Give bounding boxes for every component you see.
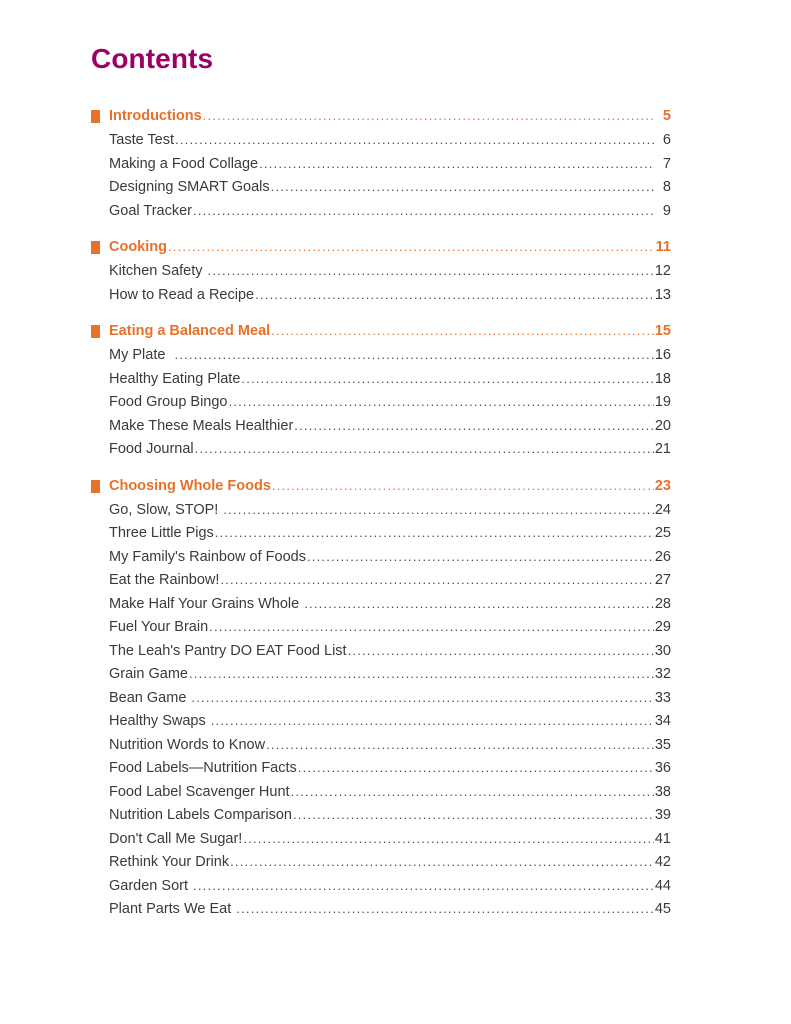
toc-entry-label: Three Little Pigs bbox=[109, 525, 214, 541]
toc-entry-label: Eat the Rainbow! bbox=[109, 572, 220, 588]
toc-entry-page-number: 21 bbox=[654, 441, 671, 457]
toc-entry-page-number: 30 bbox=[654, 642, 671, 659]
toc-entry[interactable] bbox=[91, 829, 671, 853]
toc-section-label: Cooking bbox=[109, 239, 167, 255]
toc-entry-label: Rethink Your Drink bbox=[109, 854, 230, 870]
toc-entry[interactable] bbox=[91, 392, 671, 416]
toc-section-label: Eating a Balanced Meal bbox=[109, 323, 271, 339]
toc-entry-page-number: 25 bbox=[654, 525, 671, 541]
dot-leader bbox=[189, 664, 654, 678]
dot-leader bbox=[259, 154, 654, 168]
dot-leader bbox=[272, 476, 654, 490]
dot-leader bbox=[191, 688, 653, 702]
toc-entry-label: Make Half Your Grains Whole bbox=[109, 595, 304, 612]
dot-leader bbox=[229, 392, 654, 406]
toc-entry-page-number: 39 bbox=[654, 807, 671, 823]
dot-leader bbox=[291, 782, 654, 796]
dot-leader bbox=[241, 369, 653, 383]
toc-entry[interactable] bbox=[91, 594, 671, 618]
toc-entry-label: Go, Slow, STOP! bbox=[109, 501, 223, 518]
toc-entry[interactable] bbox=[91, 177, 671, 201]
toc-section-page-number: 5 bbox=[662, 108, 671, 124]
toc-entry[interactable] bbox=[91, 852, 671, 876]
square-bullet-icon bbox=[91, 241, 100, 254]
toc-entry-page-number: 29 bbox=[654, 619, 671, 635]
table-of-contents bbox=[91, 106, 671, 923]
dot-leader bbox=[175, 130, 654, 144]
toc-entry-page-number: 38 bbox=[654, 783, 671, 800]
toc-entry-page-number: 36 bbox=[654, 760, 671, 776]
toc-entry-page-number: 28 bbox=[654, 595, 671, 612]
toc-entry-page-number: 41 bbox=[654, 830, 671, 847]
toc-entry-page-number: 42 bbox=[654, 854, 671, 870]
toc-entry-page-number: 34 bbox=[654, 713, 671, 729]
toc-section bbox=[91, 237, 671, 308]
toc-entry[interactable] bbox=[91, 523, 671, 547]
toc-entry[interactable] bbox=[91, 500, 671, 524]
toc-section bbox=[91, 106, 671, 224]
toc-entry-label: Making a Food Collage bbox=[109, 155, 259, 172]
dot-leader bbox=[294, 416, 654, 430]
toc-entry-label: My Plate bbox=[109, 347, 174, 363]
dot-leader bbox=[255, 285, 654, 299]
dot-leader bbox=[271, 321, 654, 335]
toc-entry-label: Healthy Swaps bbox=[109, 713, 210, 729]
toc-entry[interactable] bbox=[91, 876, 671, 900]
dot-leader bbox=[168, 237, 654, 251]
toc-entry-label: How to Read a Recipe bbox=[109, 286, 255, 303]
toc-section-page-number: 11 bbox=[655, 239, 671, 255]
toc-entry-label: My Family's Rainbow of Foods bbox=[109, 548, 306, 565]
toc-entry-label: Bean Game bbox=[109, 689, 191, 706]
toc-section-heading[interactable] bbox=[91, 106, 671, 130]
square-bullet-icon bbox=[91, 480, 100, 493]
toc-entry-page-number: 8 bbox=[662, 179, 671, 195]
toc-entry-page-number: 27 bbox=[654, 572, 671, 588]
toc-entry-label: Plant Parts We Eat bbox=[109, 901, 236, 917]
toc-entry[interactable] bbox=[91, 154, 671, 178]
toc-entry-label: Fuel Your Brain bbox=[109, 619, 209, 635]
dot-leader bbox=[223, 500, 654, 514]
dot-leader bbox=[348, 641, 654, 655]
toc-entry-label: Grain Game bbox=[109, 666, 188, 682]
dot-leader bbox=[193, 201, 654, 215]
toc-entry[interactable] bbox=[91, 201, 671, 225]
toc-entry-page-number: 20 bbox=[654, 417, 671, 434]
toc-entry-label: Healthy Eating Plate bbox=[109, 370, 241, 387]
toc-entry-page-number: 45 bbox=[654, 901, 671, 917]
dot-leader bbox=[195, 439, 654, 453]
toc-section bbox=[91, 321, 671, 463]
toc-entry[interactable] bbox=[91, 641, 671, 665]
toc-entry[interactable] bbox=[91, 345, 671, 369]
toc-entry-page-number: 33 bbox=[654, 689, 671, 706]
square-bullet-icon bbox=[91, 325, 100, 338]
toc-entry[interactable] bbox=[91, 547, 671, 571]
dot-leader bbox=[230, 852, 654, 866]
toc-entry-page-number: 7 bbox=[662, 155, 671, 172]
toc-entry-label: Food Group Bingo bbox=[109, 394, 228, 410]
toc-entry[interactable] bbox=[91, 711, 671, 735]
toc-entry-label: Taste Test bbox=[109, 132, 175, 148]
toc-entry[interactable] bbox=[91, 130, 671, 154]
toc-entry[interactable] bbox=[91, 758, 671, 782]
toc-entry-label: Garden Sort bbox=[109, 877, 193, 894]
toc-section-page-number: 15 bbox=[654, 323, 671, 339]
toc-entry-page-number: 32 bbox=[654, 666, 671, 682]
toc-entry-page-number: 24 bbox=[654, 501, 671, 518]
toc-entry-label: Food Journal bbox=[109, 441, 194, 457]
toc-entry-label: Don't Call Me Sugar! bbox=[109, 830, 243, 847]
toc-entry-page-number: 16 bbox=[654, 347, 671, 363]
square-bullet-icon bbox=[91, 110, 100, 123]
toc-entry[interactable] bbox=[91, 416, 671, 440]
toc-entry-label: Nutrition Labels Comparison bbox=[109, 807, 292, 823]
dot-leader bbox=[298, 758, 654, 772]
toc-section-label: Introductions bbox=[109, 108, 202, 124]
dot-leader bbox=[266, 735, 654, 749]
toc-section-heading[interactable] bbox=[91, 476, 671, 500]
toc-entry[interactable] bbox=[91, 570, 671, 594]
toc-entry-label: Kitchen Safety bbox=[109, 263, 207, 279]
toc-entry[interactable] bbox=[91, 439, 671, 463]
dot-leader bbox=[220, 570, 653, 584]
toc-entry[interactable] bbox=[91, 782, 671, 806]
toc-section-heading[interactable] bbox=[91, 237, 671, 261]
dot-leader bbox=[215, 523, 654, 537]
toc-entry-page-number: 12 bbox=[654, 263, 671, 279]
toc-section-page-number: 23 bbox=[654, 477, 671, 494]
toc-entry-page-number: 9 bbox=[662, 202, 671, 219]
page-title: Contents bbox=[91, 43, 214, 74]
dot-leader bbox=[304, 594, 654, 608]
toc-entry[interactable] bbox=[91, 899, 671, 923]
dot-leader bbox=[193, 876, 654, 890]
dot-leader bbox=[208, 261, 654, 275]
toc-section-heading[interactable] bbox=[91, 321, 671, 345]
toc-entry[interactable] bbox=[91, 617, 671, 641]
toc-entry-label: Make These Meals Healthier bbox=[109, 417, 294, 434]
toc-section bbox=[91, 476, 671, 923]
toc-entry[interactable] bbox=[91, 369, 671, 393]
dot-leader bbox=[211, 711, 654, 725]
dot-leader bbox=[293, 805, 654, 819]
toc-entry-page-number: 44 bbox=[654, 877, 671, 894]
toc-entry-label: Nutrition Words to Know bbox=[109, 736, 266, 753]
toc-entry-label: Food Label Scavenger Hunt bbox=[109, 783, 290, 800]
dot-leader bbox=[236, 899, 654, 913]
dot-leader bbox=[209, 617, 654, 631]
toc-entry-label: Goal Tracker bbox=[109, 202, 192, 219]
toc-entry[interactable] bbox=[91, 805, 671, 829]
dot-leader bbox=[203, 106, 654, 120]
toc-entry[interactable] bbox=[91, 261, 671, 285]
toc-section-label: Choosing Whole Foods bbox=[109, 477, 271, 494]
toc-entry-page-number: 6 bbox=[662, 132, 671, 148]
toc-entry-page-number: 18 bbox=[654, 370, 671, 387]
dot-leader bbox=[307, 547, 654, 561]
toc-entry-label: Food Labels—Nutrition Facts bbox=[109, 760, 297, 776]
dot-leader bbox=[174, 345, 653, 359]
toc-entry-page-number: 13 bbox=[654, 286, 671, 303]
toc-entry-page-number: 26 bbox=[654, 548, 671, 565]
toc-entry-label: The Leah's Pantry DO EAT Food List bbox=[109, 642, 347, 659]
toc-entry[interactable] bbox=[91, 664, 671, 688]
toc-entry[interactable] bbox=[91, 688, 671, 712]
toc-entry-page-number: 35 bbox=[654, 736, 671, 753]
toc-entry-page-number: 19 bbox=[654, 394, 671, 410]
toc-entry-label: Designing SMART Goals bbox=[109, 179, 270, 195]
toc-entry[interactable] bbox=[91, 285, 671, 309]
dot-leader bbox=[271, 177, 654, 191]
dot-leader bbox=[243, 829, 654, 843]
toc-entry[interactable] bbox=[91, 735, 671, 759]
